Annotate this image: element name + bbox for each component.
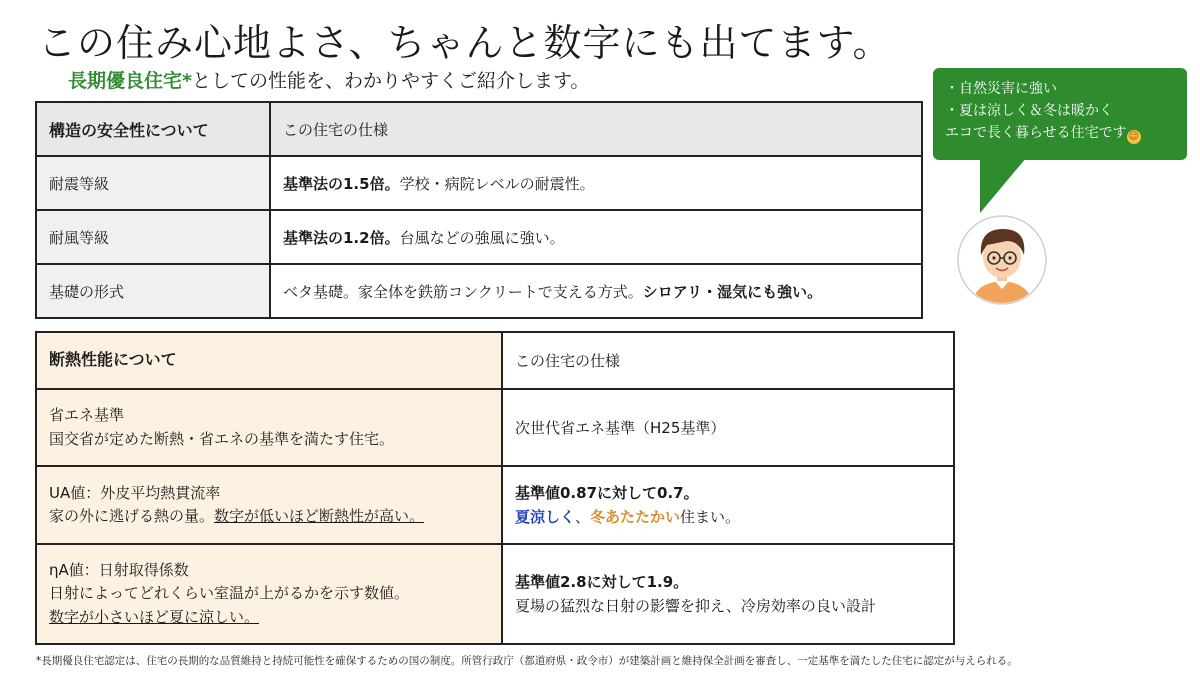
row-label-ua-value <box>36 466 502 544</box>
row-label-seismic: 耐震等級 <box>36 156 270 210</box>
header-cell-topic: 断熱性能について <box>36 332 502 389</box>
value-orange-text: 冬あたたかい <box>590 508 681 526</box>
value-bold: シロアリ・湿気にも強い。 <box>642 282 823 301</box>
value-line: 夏場の猛烈な日射の影響を抑え、冷房効率の良い設計 <box>515 597 876 615</box>
value-text: 台風などの強風に強い。 <box>399 228 565 247</box>
table-header-row <box>36 332 954 389</box>
row-value-eta-a-value <box>502 544 954 644</box>
footnote: *長期優良住宅認定は、住宅の長期的な品質維持と持続可能性を確保するための国の制度。所管行政庁（都道府県・政令市）が建築計画と維持保全計画を審査し、一定基準を満たした住宅に認定が与えられる。 <box>36 655 1018 667</box>
table-row <box>36 544 954 644</box>
value-blue-text: 夏涼しく <box>515 508 576 526</box>
table-row <box>36 210 922 264</box>
speech-bubble-tail <box>980 158 1026 213</box>
label-underlined-text: 数字が低いほど断熱性が高い。 <box>214 507 425 525</box>
header-cell-spec: この住宅の仕様 <box>502 332 954 389</box>
row-label-eta-a-value <box>36 544 502 644</box>
label-underlined-text: 数字が小さいほど夏に涼しい。 <box>49 607 260 626</box>
structure-safety-table <box>35 101 923 319</box>
bubble-text: エコで長く暮らせる住宅です <box>945 125 1127 141</box>
row-value-wind <box>270 210 922 264</box>
row-label-foundation: 基礎の形式 <box>36 264 270 318</box>
row-value-ua-value <box>502 466 954 544</box>
label-text: 家の外に逃げる熱の量。 <box>49 507 215 525</box>
label-line: 日射によってどれくらい室温が上がるかを示す数値。 <box>49 584 410 603</box>
page-subtitle <box>68 66 589 93</box>
value-text: ベタ基礎。家全体を鉄筋コンクリートで支える方式。 <box>283 282 643 301</box>
table-row <box>36 389 954 466</box>
table-header-row <box>36 102 922 156</box>
table-row <box>36 466 954 544</box>
label-line: 省エネ基準 <box>49 406 125 425</box>
page-title: この住み心地よさ、ちゃんと数字にも出てます。 <box>38 21 892 65</box>
insulation-performance-table <box>35 331 955 645</box>
row-value-foundation <box>270 264 922 318</box>
speech-bubble <box>933 68 1187 160</box>
avatar <box>957 215 1047 305</box>
smiling-face-icon: ☺ <box>1128 131 1139 142</box>
header-cell-spec: この住宅の仕様 <box>270 102 922 156</box>
value-bold: 基準値2.8に対して1.9。 <box>515 573 689 591</box>
subtitle-text: としての性能を、わかりやすくご紹介します。 <box>191 70 590 92</box>
row-value-energy-standard: 次世代省エネ基準（H25基準） <box>502 389 954 466</box>
value-sep: 、 <box>575 508 591 526</box>
bubble-line: ・自然災害に強い <box>945 81 1057 97</box>
value-bold: 基準値0.87に対して0.7。 <box>515 484 699 502</box>
table-row <box>36 264 922 318</box>
value-text: 住まい。 <box>680 508 741 526</box>
label-line: UA値：外皮平均熱貫流率 <box>49 483 221 502</box>
table-row <box>36 156 922 210</box>
label-line <box>49 505 489 528</box>
value-bold: 基準法の1.2倍。 <box>283 228 400 247</box>
row-value-seismic <box>270 156 922 210</box>
row-label-wind: 耐風等級 <box>36 210 270 264</box>
value-line <box>515 505 941 529</box>
subtitle-highlight: 長期優良住宅* <box>68 70 192 92</box>
header-cell-topic: 構造の安全性について <box>36 102 270 156</box>
bubble-line: ・夏は涼しく＆冬は暖かく <box>945 103 1113 119</box>
value-text: 学校・病院レベルの耐震性。 <box>399 174 595 193</box>
row-label-energy-standard <box>36 389 502 466</box>
label-line: 国交省が定めた断熱・省エネの基準を満たす住宅。 <box>49 429 395 448</box>
label-line: ηA値：日射取得係数 <box>49 561 189 580</box>
value-bold: 基準法の1.5倍。 <box>283 174 400 193</box>
bubble-line <box>945 122 1187 144</box>
